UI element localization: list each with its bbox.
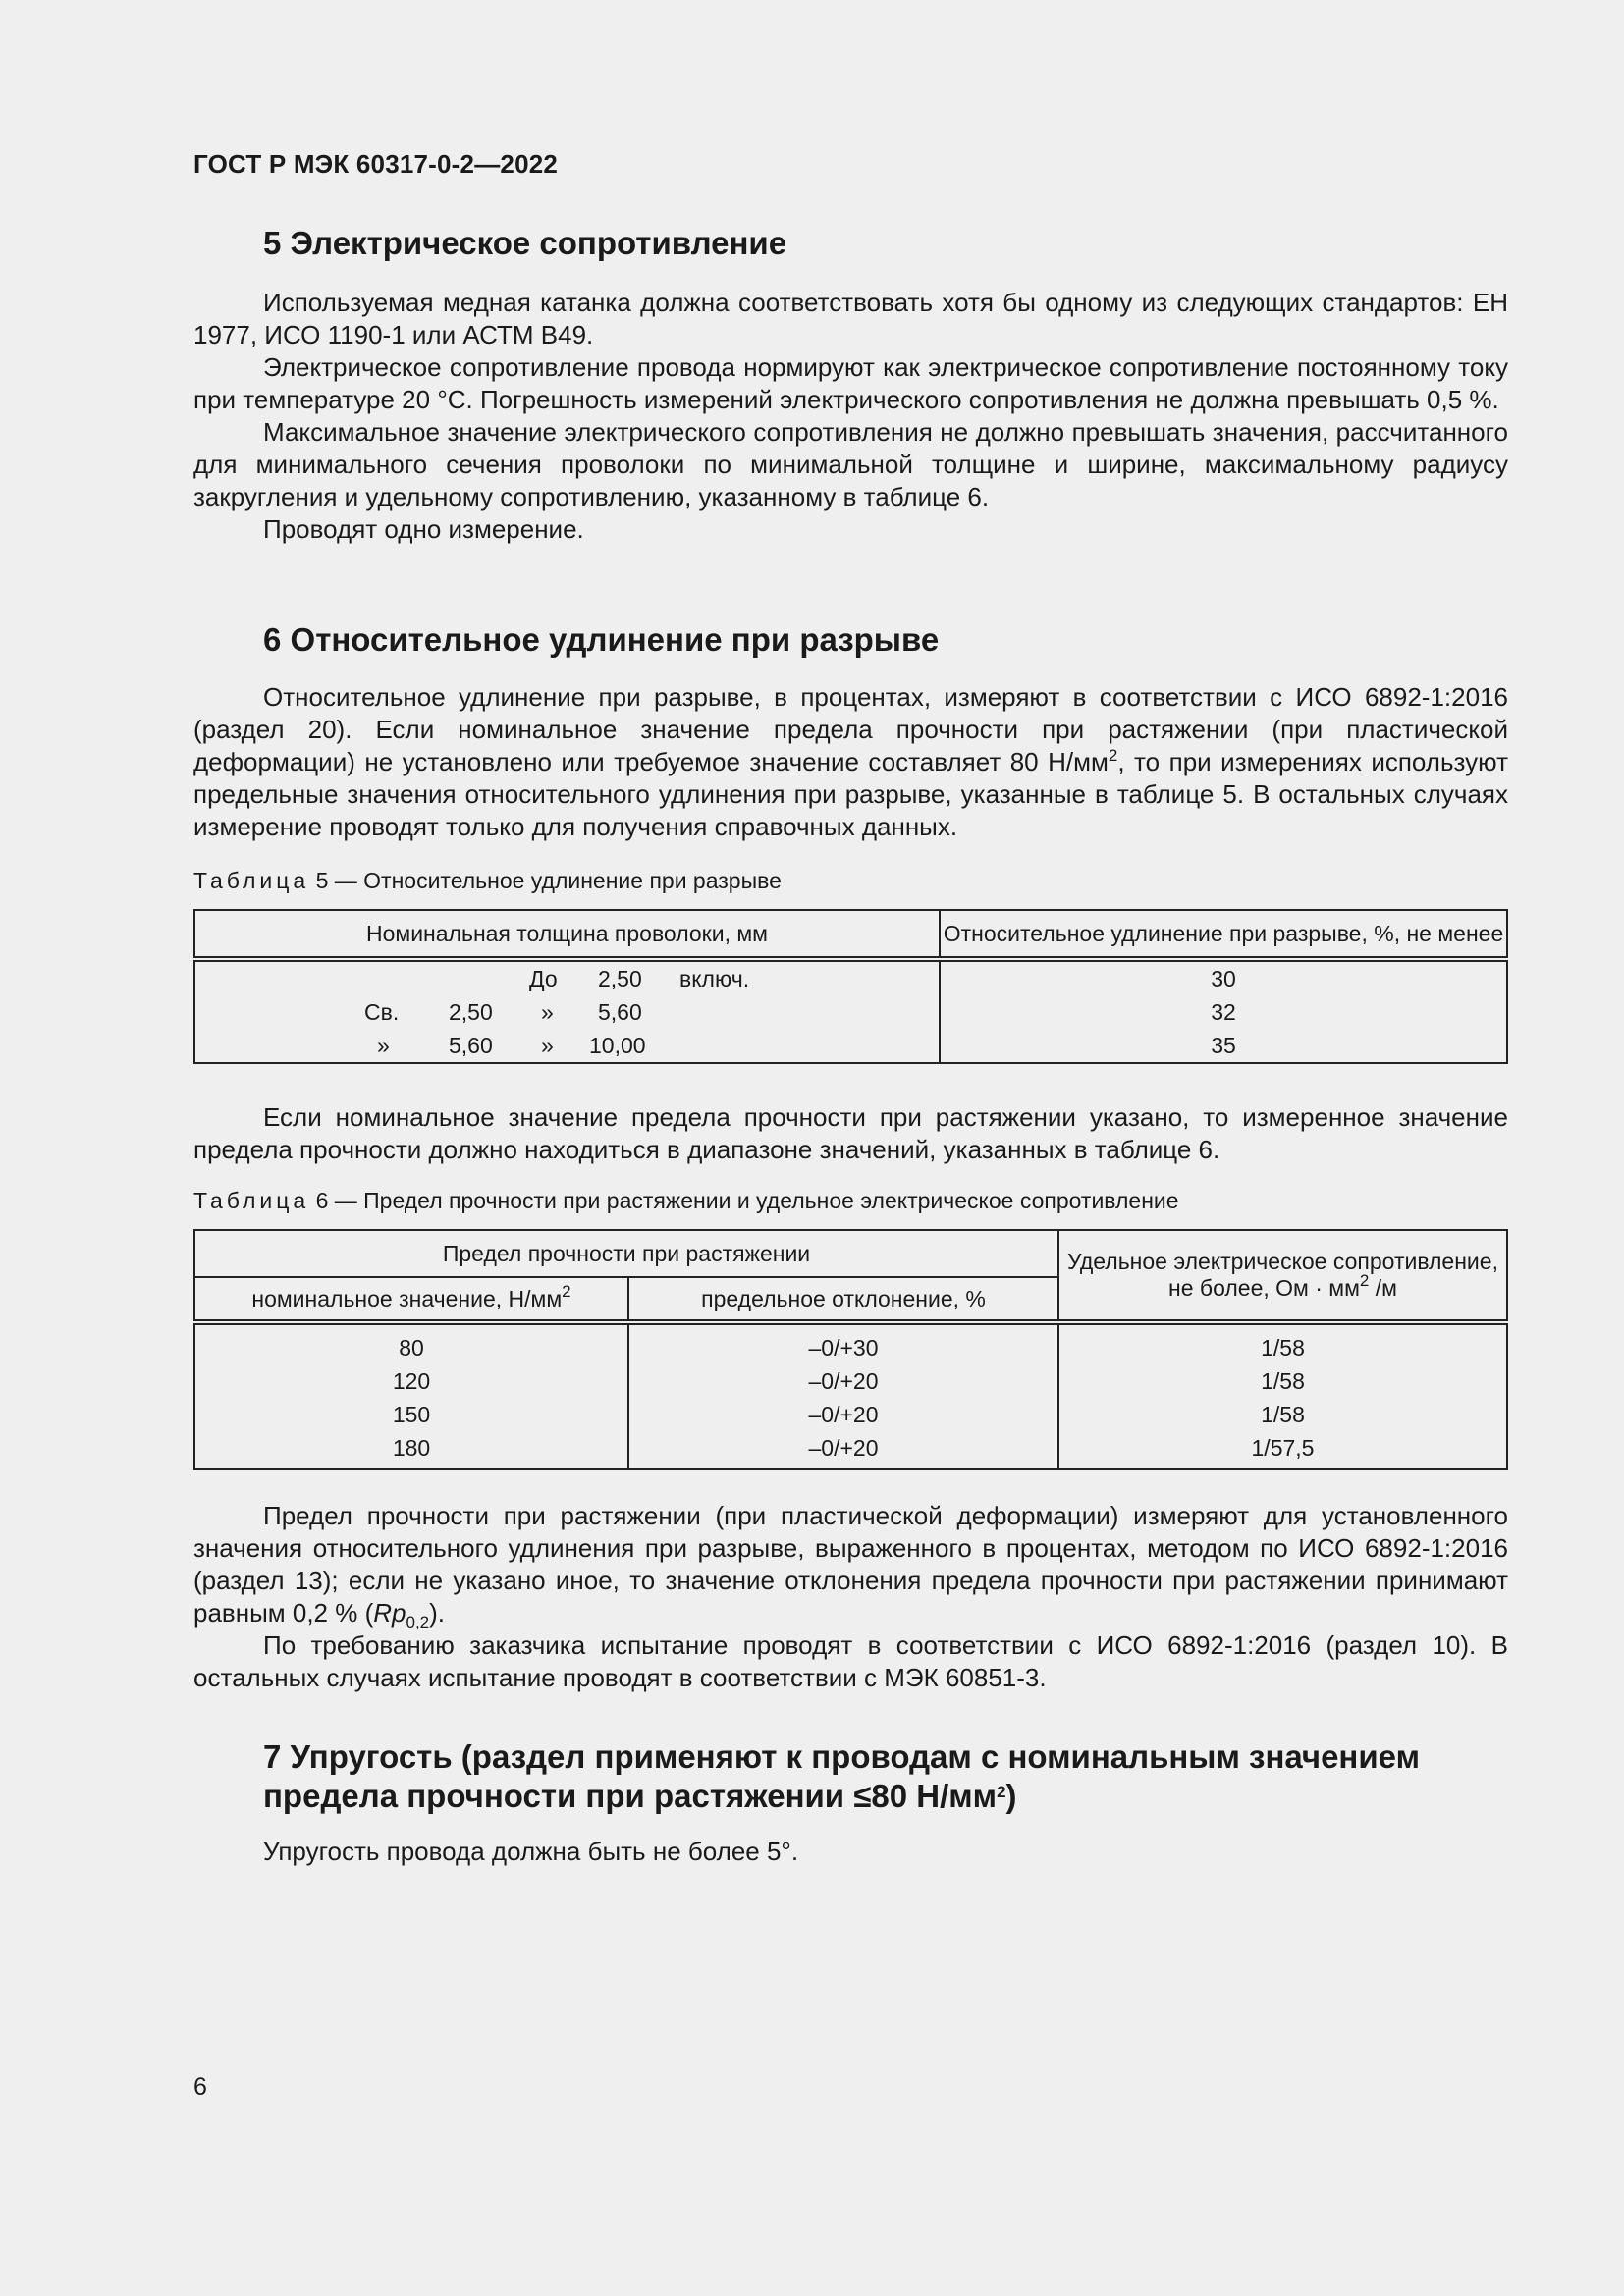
table-5-row: До 2,50 включ.: [529, 966, 750, 991]
table-6-nominal-cell: 80 120 150 180: [194, 1322, 628, 1469]
table-6-caption: Таблица 6 — Предел прочности при растяжении и удельное электрическое сопротивление: [193, 1188, 1179, 1213]
section-5-paragraph-2: Электрическое сопротивление провода нормируют как электрическое сопротивление постоянному току при температуре 20 °C. Погрешность измерений электрического сопротивления не должна превышать 0,5 %.: [193, 352, 1508, 414]
section-5-title: 5 Электрическое сопротивление: [263, 225, 787, 261]
table-6-deviation-cell: –0/+30 –0/+20 –0/+20 –0/+20: [628, 1322, 1058, 1469]
section-5-paragraph-1: Используемая медная катанка должна соответствовать хотя бы одному из следующих стандартов: ЕН 1977, ИСО 1190-1 или АСТМ В49.: [193, 288, 1508, 349]
section-6-body-2: [193, 1101, 1508, 1166]
table-5-elongation-cell: 30 32 35: [940, 959, 1507, 1063]
section-5-body: [193, 287, 1508, 546]
table-6-header-nominal: номинальное значение, $Н/мм^2$: [194, 1277, 628, 1322]
section-6-paragraph-2: Если номинальное значение предела прочности при растяжении указано, то измеренное значение предела прочности должно находиться в диапазоне значений, указанных в таблице 6.: [193, 1102, 1508, 1164]
section-6-body-3: [193, 1500, 1508, 1694]
table-5-row: Св. 2,50 » 5,60: [364, 999, 642, 1025]
section-6-title: 6 Относительное удлинение при разрыве: [263, 621, 940, 658]
table-5-caption: Таблица 5 — Относительное удлинение при разрыве: [193, 868, 782, 893]
table-5-header-thickness: Номинальная толщина проволоки, мм: [194, 910, 940, 959]
table-5-row: » 5,60 » 10,00: [377, 1033, 646, 1058]
table-6: [193, 1229, 1508, 1470]
table-6-header-resistivity: Удельное электрическое сопротивление, не более, Ом · $мм^2$ /м: [1058, 1230, 1507, 1322]
section-5-paragraph-4: Проводят одно измерение.: [263, 514, 584, 544]
table-6-header-deviation: предельное отклонение, %: [628, 1277, 1058, 1322]
section-7-title: 7 Упругость (раздел применяют к проводам с номинальным значением предела прочности при растяжении ≤80 $Н/мм^2$): [263, 1738, 1420, 1814]
section-7: [193, 1737, 1508, 1816]
page-number: 6: [193, 2073, 207, 2101]
section-5: [193, 224, 1508, 263]
section-6-body: [193, 681, 1508, 843]
section-6-paragraph-4: По требованию заказчика испытание проводят в соответствии с ИСО 6892-1:2016 (раздел 10). В остальных случаях испытание проводят в соответствии с МЭК 60851-3.: [193, 1630, 1508, 1692]
section-5-paragraph-3: Максимальное значение электрического сопротивления не должно превышать значения, рассчитанного для минимального сечения проволоки по минимальной толщине и ширине, максимальному радиусу закругления и удельному сопротивлению, указанному в таблице 6.: [193, 417, 1508, 511]
table-6-header-group: Предел прочности при растяжении: [194, 1230, 1058, 1277]
standard-header: ГОСТ Р МЭК 60317-0-2—2022: [193, 149, 559, 179]
section-6-paragraph-1: Относительное удлинение при разрыве, в процентах, измеряют в соответствии с ИСО 6892-1:2016 (раздел 20). Если номинальное значение предела прочности при растяжении (при пластической деформации) не установлено или требуемое значение составляет 80 $Н/мм^2$, то при измерениях используют предельные значения относительного удлинения при разрыве, указанные в таблице 5. В остальных случаях измерение проводят только для получения справочных данных.: [193, 682, 1508, 841]
table-6-resistivity-cell: 1/58 1/58 1/58 1/57,5: [1058, 1322, 1507, 1469]
table-5: [193, 909, 1508, 1064]
section-7-body: [193, 1836, 1508, 1868]
section-6: [193, 620, 1508, 660]
section-7-paragraph-1: Упругость провода должна быть не более 5°.: [263, 1837, 799, 1866]
table-5-header-elongation: Относительное удлинение при разрыве, %, не менее: [940, 910, 1507, 959]
section-6-paragraph-3: Предел прочности при растяжении (при пластической деформации) измеряют для установленного значения относительного удлинения при разрыве, выраженного в процентах, методом по ИСО 6892-1:2016 (раздел 13); если не указано иное, то значение отклонения предела прочности при растяжении принимают равным 0,2 % $(Rp_{0,2})$.: [193, 1501, 1508, 1631]
table-5-thickness-cell: [194, 959, 940, 1063]
